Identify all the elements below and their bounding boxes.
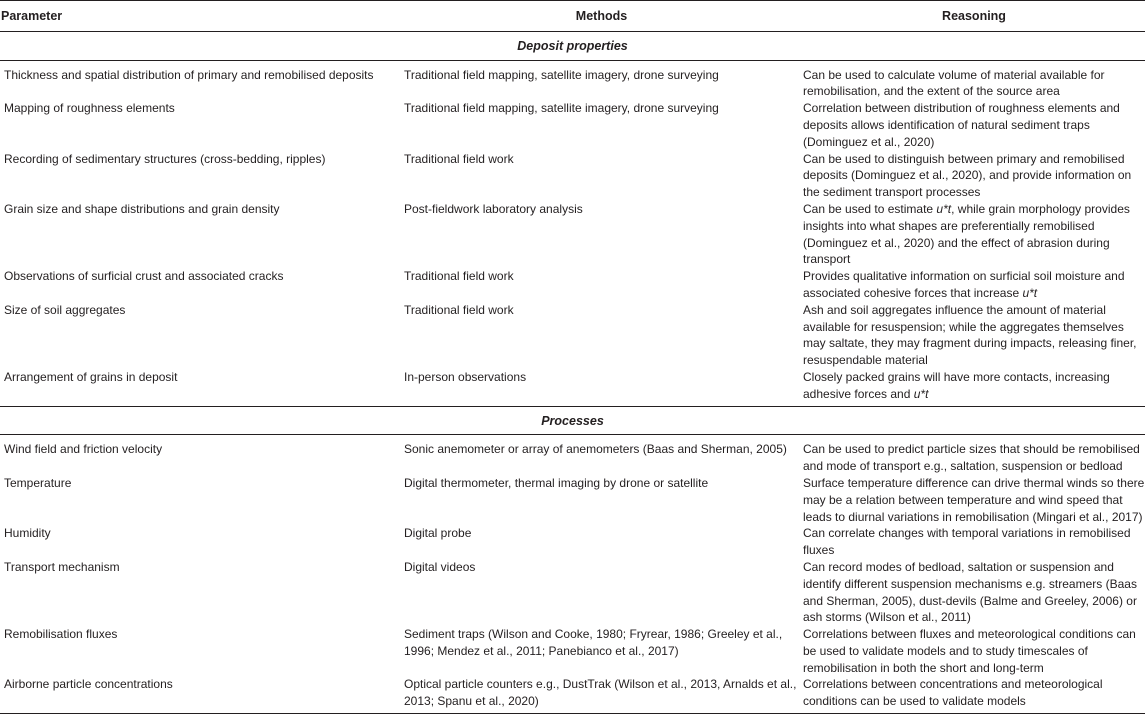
table-row xyxy=(0,268,1145,302)
threshold-velocity-symbol: u*t xyxy=(936,201,952,216)
header-parameter: Parameter xyxy=(0,1,400,32)
cell-parameter: Transport mechanism xyxy=(4,559,120,574)
cell-methods: Post-fieldwork laboratory analysis xyxy=(404,201,583,216)
section-title: Processes xyxy=(0,406,1145,435)
cell-methods: Traditional field work xyxy=(404,269,514,284)
reasoning-text-pre: Provides qualitative information on surficial soil moisture and associated cohesive forces that increase xyxy=(803,269,1125,300)
reasoning-text-pre: Can be used to estimate xyxy=(803,201,937,216)
header-reasoning: Reasoning xyxy=(803,1,1145,32)
cell-parameter: Airborne particle concentrations xyxy=(0,676,400,713)
cell-parameter: Humidity xyxy=(4,526,51,541)
cell-reasoning: Can be used to predict particle sizes that should be remobilised and mode of transport e.g., saltation, suspension or bedload xyxy=(803,442,1140,474)
threshold-velocity-symbol: u*t xyxy=(1022,285,1038,300)
cell-parameter: Temperature xyxy=(4,475,72,490)
cell-reasoning: Can be used to calculate volume of material available for remobilisation, and the extent of the source area xyxy=(803,67,1105,99)
cell-methods: Digital probe xyxy=(404,526,472,541)
threshold-velocity-symbol: u*t xyxy=(913,386,929,401)
cell-methods: Digital thermometer, thermal imaging by drone or satellite xyxy=(404,475,709,490)
cell-methods: Optical particle counters e.g., DustTrak (Wilson et al., 2013, Arnalds et al., 2013; Spanu et al., 2020) xyxy=(400,676,803,713)
cell-reasoning xyxy=(803,201,1145,268)
cell-parameter: Recording of sedimentary structures (cross-bedding, ripples) xyxy=(4,151,326,166)
table-row xyxy=(0,626,1145,676)
cell-reasoning: Ash and soil aggregates influence the amount of material available for resuspension; while the aggregates themselves may saltate, they may fragment during impacts, releasing finer, resuspendable material xyxy=(803,302,1137,368)
cell-reasoning: Can be used to distinguish between primary and remobilised deposits (Dominguez et al., 2020), and provide information on the sediment transport processes xyxy=(803,151,1132,200)
cell-reasoning: Correlation between distribution of roughness elements and deposits allows identification of natural sediment traps (Dominguez et al., 2020) xyxy=(803,101,1120,149)
cell-methods: Sediment traps (Wilson and Cooke, 1980; Fryrear, 1986; Greeley et al., 1996; Mendez et al., 2011; Panebianco et al., 2017) xyxy=(404,627,783,658)
table-row xyxy=(0,302,1145,369)
reasoning-text-post: , while grain morphology provides insights into what shapes are preferentially remobilised (Dominguez et al., 2020) and the effect of abrasion during transport xyxy=(803,201,1130,267)
table-row xyxy=(0,369,1145,406)
cell-reasoning: Can record modes of bedload, saltation or suspension and identify different suspension mechanisms e.g. streamers (Baas and Sherman, 2005), dust-devils (Balme and Greeley, 2006) or ash storms (Wilson et al., 2011) xyxy=(803,559,1137,625)
cell-parameter: Grain size and shape distributions and grain density xyxy=(4,201,280,216)
table-row xyxy=(0,559,1145,626)
cell-methods: In-person observations xyxy=(400,369,803,406)
table-row xyxy=(0,151,1145,201)
section-header-processes xyxy=(0,406,1145,435)
cell-reasoning: Surface temperature difference can drive thermal winds so there may be a relation between temperature and wind speed that leads to diurnal variations in remobilisation (Mingari et al., 2017) xyxy=(803,475,1145,524)
table-row xyxy=(0,100,1145,150)
cell-parameter: Observations of surficial crust and associated cracks xyxy=(4,269,284,284)
cell-methods: Sonic anemometer or array of anemometers (Baas and Sherman, 2005) xyxy=(404,442,787,457)
table-row xyxy=(0,201,1145,268)
cell-parameter: Arrangement of grains in deposit xyxy=(0,369,400,406)
cell-methods: Traditional field mapping, satellite imagery, drone surveying xyxy=(404,101,719,116)
cell-methods: Traditional field work xyxy=(404,302,514,317)
cell-reasoning: Can correlate changes with temporal variations in remobilised fluxes xyxy=(803,526,1131,558)
cell-parameter: Thickness and spatial distribution of primary and remobilised deposits xyxy=(4,67,374,82)
section-title: Deposit properties xyxy=(0,31,1145,60)
cell-parameter: Remobilisation fluxes xyxy=(4,627,118,642)
cell-reasoning: Correlations between fluxes and meteorological conditions can be used to validate models and to study timescales of remobilisation in both the short and long-term xyxy=(803,627,1136,675)
reasoning-text-pre: Closely packed grains will have more contacts, increasing adhesive forces and xyxy=(803,369,1110,401)
table-row xyxy=(0,676,1145,713)
cell-reasoning xyxy=(803,369,1145,406)
cell-methods: Traditional field mapping, satellite imagery, drone surveying xyxy=(404,67,719,82)
header-row xyxy=(0,1,1145,32)
cell-parameter: Wind field and friction velocity xyxy=(4,442,163,457)
cell-reasoning: Correlations between concentrations and meteorological conditions can be used to validate models xyxy=(803,676,1145,713)
cell-methods: Traditional field work xyxy=(404,151,514,166)
cell-parameter: Mapping of roughness elements xyxy=(4,101,175,116)
table-row xyxy=(0,475,1145,525)
cell-reasoning xyxy=(803,268,1145,302)
cell-parameter: Size of soil aggregates xyxy=(4,302,126,317)
section-header-deposit xyxy=(0,31,1145,60)
cell-methods: Digital videos xyxy=(404,559,476,574)
header-methods: Methods xyxy=(400,1,803,32)
table-row xyxy=(0,435,1145,475)
table-row xyxy=(0,525,1145,559)
table-row xyxy=(0,60,1145,100)
